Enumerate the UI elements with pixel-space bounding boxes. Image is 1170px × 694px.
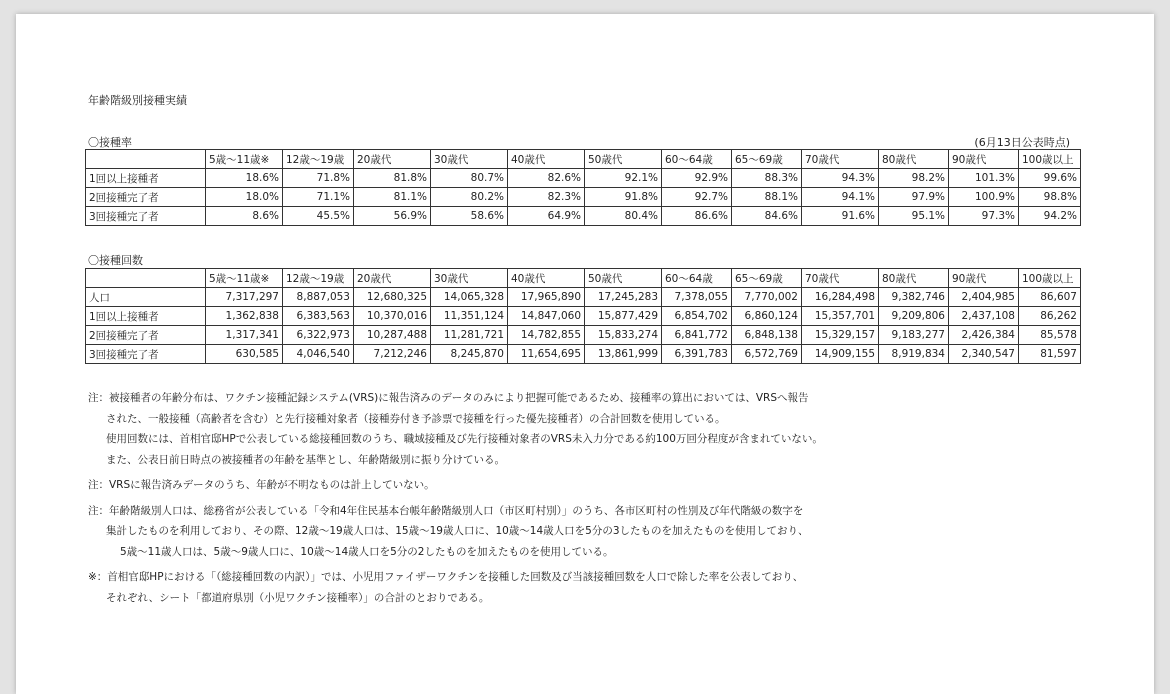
table-cell: 14,782,855 <box>508 326 585 345</box>
table-row <box>86 288 1081 307</box>
table-cell: 94.3% <box>802 169 879 188</box>
table-cell: 81.8% <box>354 169 431 188</box>
table-cell: 71.1% <box>283 188 354 207</box>
table-cell: 7,317,297 <box>206 288 283 307</box>
table-row <box>86 345 1081 364</box>
row-label: 3回接種完了者 <box>86 207 206 226</box>
note <box>88 388 1048 470</box>
column-header: 70歳代 <box>802 269 879 288</box>
column-header: 65～69歳 <box>732 150 802 169</box>
table-cell: 45.5% <box>283 207 354 226</box>
column-header: 100歳以上 <box>1019 150 1081 169</box>
table-cell: 18.6% <box>206 169 283 188</box>
column-header: 80歳代 <box>879 269 949 288</box>
table-cell: 14,847,060 <box>508 307 585 326</box>
table-cell: 97.3% <box>949 207 1019 226</box>
table-cell: 6,572,769 <box>732 345 802 364</box>
table-cell: 2,404,985 <box>949 288 1019 307</box>
note-line: 注：被接種者の年齢分布は、ワクチン接種記録システム(VRS)に報告済みのデータのみにより把握可能であるため、接種率の算出においては、VRSへ報告 <box>88 392 809 404</box>
column-header: 65～69歳 <box>732 269 802 288</box>
row-label: 1回以上接種者 <box>86 307 206 326</box>
note <box>88 567 1048 608</box>
table-cell: 86,262 <box>1019 307 1081 326</box>
note-line: ※：首相官邸HPにおける「（総接種回数の内訳）」では、小児用ファイザーワクチンを接種した回数及び当該接種回数を人口で除した率を公表しており、 <box>88 571 804 583</box>
table-cell: 91.8% <box>585 188 662 207</box>
note-line: 使用回数には、首相官邸HPで公表している総接種回数のうち、職域接種及び先行接種対象者のVRS未入力分である約100万回分程度が含まれていない。 <box>106 433 823 445</box>
column-header: 60～64歳 <box>662 150 732 169</box>
table-cell: 10,287,488 <box>354 326 431 345</box>
table-cell: 88.3% <box>732 169 802 188</box>
as-of-date: (6月13日公表時点) <box>974 136 1070 149</box>
column-header: 5歳～11歳※ <box>206 150 283 169</box>
table-cell: 6,383,563 <box>283 307 354 326</box>
row-label: 人口 <box>86 288 206 307</box>
rate-section-label: 〇接種率 <box>88 136 132 149</box>
column-header: 40歳代 <box>508 150 585 169</box>
table-cell: 6,854,702 <box>662 307 732 326</box>
table-cell: 81.1% <box>354 188 431 207</box>
column-header: 100歳以上 <box>1019 269 1081 288</box>
header-corner-cell <box>86 150 206 169</box>
note <box>88 475 1048 496</box>
table-cell: 6,322,973 <box>283 326 354 345</box>
table-row <box>86 207 1081 226</box>
table-cell: 99.6% <box>1019 169 1081 188</box>
note-line: 注：年齢階級別人口は、総務省が公表している「令和4年住民基本台帳年齢階級別人口（市区町村別）」のうち、各市区町村の性別及び年代階級の数字を <box>88 504 804 517</box>
column-header: 80歳代 <box>879 150 949 169</box>
table-cell: 15,329,157 <box>802 326 879 345</box>
column-header: 20歳代 <box>354 269 431 288</box>
table-header-row <box>86 150 1081 169</box>
table-cell: 80.7% <box>431 169 508 188</box>
table-cell: 12,680,325 <box>354 288 431 307</box>
table-cell: 4,046,540 <box>283 345 354 364</box>
vaccination-count-table <box>85 268 1081 364</box>
note-line: 注：VRSに報告済みデータのうち、年齢が不明なものは計上していない。 <box>88 479 435 491</box>
table-cell: 71.8% <box>283 169 354 188</box>
column-header: 50歳代 <box>585 150 662 169</box>
notes-section <box>88 388 1048 613</box>
table-cell: 15,833,274 <box>585 326 662 345</box>
table-cell: 17,965,890 <box>508 288 585 307</box>
table-cell: 64.9% <box>508 207 585 226</box>
note-line: された、一般接種（高齢者を含む）と先行接種対象者（接種券付き予診票で接種を行った優先接種者）の合計回数を使用している。 <box>106 412 726 425</box>
note-line: 集計したものを利用しており、その際、12歳～19歳人口は、15歳～19歳人口に、10歳～14歳人口を5分の3したものを加えたものを使用しており、 <box>106 525 809 537</box>
note <box>88 501 1048 563</box>
table-row <box>86 307 1081 326</box>
column-header: 40歳代 <box>508 269 585 288</box>
table-cell: 86.6% <box>662 207 732 226</box>
document-title: 年齢階級別接種実績 <box>88 94 187 107</box>
note-line: それぞれ、シート「都道府県別（小児ワクチン接種率）」の合計のとおりである。 <box>106 591 490 604</box>
table-cell: 1,317,341 <box>206 326 283 345</box>
table-cell: 56.9% <box>354 207 431 226</box>
row-label: 3回接種完了者 <box>86 345 206 364</box>
table-cell: 85,578 <box>1019 326 1081 345</box>
note-line: 5歳～11歳人口は、5歳～9歳人口に、10歳～14歳人口を5分の2したものを加えたものを使用している。 <box>120 545 614 558</box>
table-cell: 98.2% <box>879 169 949 188</box>
header-corner-cell <box>86 269 206 288</box>
row-label: 2回接種完了者 <box>86 188 206 207</box>
column-header: 70歳代 <box>802 150 879 169</box>
table-cell: 6,841,772 <box>662 326 732 345</box>
table-cell: 11,281,721 <box>431 326 508 345</box>
table-cell: 92.1% <box>585 169 662 188</box>
table-cell: 58.6% <box>431 207 508 226</box>
table-cell: 84.6% <box>732 207 802 226</box>
row-label: 1回以上接種者 <box>86 169 206 188</box>
table-cell: 14,065,328 <box>431 288 508 307</box>
column-header: 90歳代 <box>949 150 1019 169</box>
column-header: 5歳～11歳※ <box>206 269 283 288</box>
table-cell: 101.3% <box>949 169 1019 188</box>
table-cell: 95.1% <box>879 207 949 226</box>
column-header: 30歳代 <box>431 150 508 169</box>
table-cell: 9,209,806 <box>879 307 949 326</box>
table-cell: 6,860,124 <box>732 307 802 326</box>
table-cell: 1,362,838 <box>206 307 283 326</box>
table-cell: 630,585 <box>206 345 283 364</box>
table-cell: 98.8% <box>1019 188 1081 207</box>
table-cell: 13,861,999 <box>585 345 662 364</box>
table-cell: 6,391,783 <box>662 345 732 364</box>
table-cell: 92.7% <box>662 188 732 207</box>
table-cell: 18.0% <box>206 188 283 207</box>
table-cell: 8,887,053 <box>283 288 354 307</box>
note-line: また、公表日前日時点の被接種者の年齢を基準とし、年齢階級別に振り分けている。 <box>106 453 505 466</box>
table-cell: 82.6% <box>508 169 585 188</box>
table-cell: 86,607 <box>1019 288 1081 307</box>
table-cell: 8,245,870 <box>431 345 508 364</box>
table-cell: 14,909,155 <box>802 345 879 364</box>
column-header: 30歳代 <box>431 269 508 288</box>
table-row <box>86 326 1081 345</box>
table-cell: 17,245,283 <box>585 288 662 307</box>
document-page <box>16 14 1154 694</box>
table-cell: 15,877,429 <box>585 307 662 326</box>
table-cell: 11,351,124 <box>431 307 508 326</box>
table-cell: 80.2% <box>431 188 508 207</box>
table-cell: 2,426,384 <box>949 326 1019 345</box>
table-cell: 9,382,746 <box>879 288 949 307</box>
table-cell: 8,919,834 <box>879 345 949 364</box>
table-cell: 94.1% <box>802 188 879 207</box>
table-cell: 6,848,138 <box>732 326 802 345</box>
table-cell: 82.3% <box>508 188 585 207</box>
column-header: 12歳～19歳 <box>283 269 354 288</box>
table-cell: 11,654,695 <box>508 345 585 364</box>
table-cell: 81,597 <box>1019 345 1081 364</box>
table-cell: 92.9% <box>662 169 732 188</box>
column-header: 12歳～19歳 <box>283 150 354 169</box>
column-header: 90歳代 <box>949 269 1019 288</box>
table-cell: 9,183,277 <box>879 326 949 345</box>
table-cell: 97.9% <box>879 188 949 207</box>
table-cell: 100.9% <box>949 188 1019 207</box>
count-section-label: 〇接種回数 <box>88 254 143 267</box>
vaccination-rate-table <box>85 149 1081 226</box>
row-label: 2回接種完了者 <box>86 326 206 345</box>
table-cell: 2,340,547 <box>949 345 1019 364</box>
table-cell: 7,770,002 <box>732 288 802 307</box>
table-cell: 16,284,498 <box>802 288 879 307</box>
table-row <box>86 188 1081 207</box>
table-cell: 88.1% <box>732 188 802 207</box>
table-cell: 91.6% <box>802 207 879 226</box>
column-header: 20歳代 <box>354 150 431 169</box>
column-header: 50歳代 <box>585 269 662 288</box>
table-cell: 80.4% <box>585 207 662 226</box>
column-header: 60～64歳 <box>662 269 732 288</box>
table-cell: 7,378,055 <box>662 288 732 307</box>
table-cell: 94.2% <box>1019 207 1081 226</box>
table-cell: 2,437,108 <box>949 307 1019 326</box>
table-cell: 10,370,016 <box>354 307 431 326</box>
table-cell: 8.6% <box>206 207 283 226</box>
table-cell: 15,357,701 <box>802 307 879 326</box>
table-header-row <box>86 269 1081 288</box>
table-cell: 7,212,246 <box>354 345 431 364</box>
table-row <box>86 169 1081 188</box>
